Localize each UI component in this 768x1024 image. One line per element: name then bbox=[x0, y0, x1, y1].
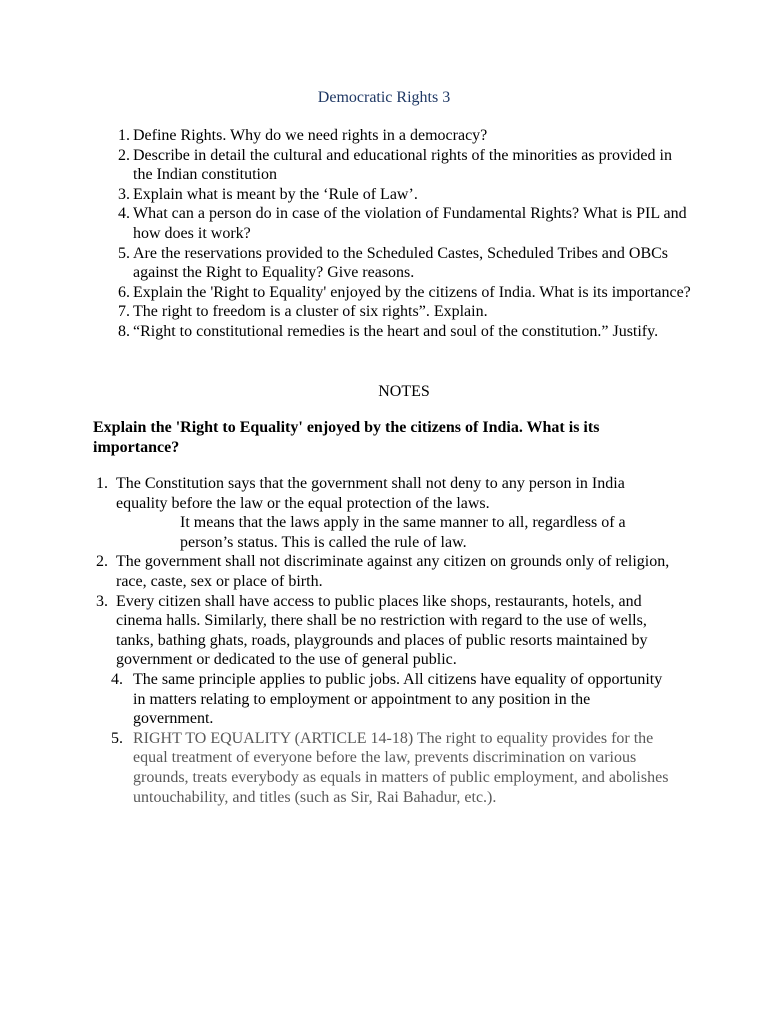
document-title: Democratic Rights 3 bbox=[317, 89, 451, 106]
question-text: What can a person do in case of the violation of Fundamental Rights? What is PIL and how does it work? bbox=[133, 205, 687, 242]
question-item bbox=[118, 146, 693, 185]
note-text: RIGHT TO EQUALITY (ARTICLE 14-18) The right to equality provides for the equal treatment of everyone before the law, prevents discrimination on various grounds, treats everybody as equals in matters of public employment, and abolishes untouchability, and titles (such as Sir, Rai Bahadur, etc.). bbox=[133, 729, 669, 806]
notes-list bbox=[0, 474, 768, 807]
note-number: 1. bbox=[96, 475, 108, 492]
note-text: It means that the laws apply in the same manner to all, regardless of a person’s status. This is called the rule of law. bbox=[180, 514, 626, 551]
question-item bbox=[118, 302, 693, 322]
question-number: 7. bbox=[118, 303, 130, 321]
question-item bbox=[118, 322, 693, 342]
question-number: 6. bbox=[118, 283, 130, 301]
note-number: 5. bbox=[111, 729, 123, 747]
note-item bbox=[0, 552, 676, 591]
note-text: The same principle applies to public jobs. All citizens have equality of opportunity in matters relating to employment or appointment to any position in the government. bbox=[133, 670, 663, 728]
question-number: 2. bbox=[118, 146, 130, 164]
note-subparagraph bbox=[0, 513, 680, 552]
question-number: 4. bbox=[118, 205, 130, 223]
question-text: The right to freedom is a cluster of six rights”. Explain. bbox=[133, 303, 488, 321]
question-text: Define Rights. Why do we need rights in a democracy? bbox=[133, 127, 488, 144]
question-text: “Right to constitutional remedies is the heart and soul of the constitution.” Justify. bbox=[133, 322, 659, 340]
note-item bbox=[0, 729, 678, 807]
question-item bbox=[118, 185, 693, 205]
question-item bbox=[118, 244, 693, 283]
question-number: 1. bbox=[118, 127, 130, 144]
question-text: Are the reservations provided to the Scheduled Castes, Scheduled Tribes and OBCs against the Right to Equality? Give reasons. bbox=[133, 244, 669, 282]
question-text: Explain the 'Right to Equality' enjoyed by the citizens of India. What is its importance? bbox=[133, 283, 691, 301]
question-list bbox=[118, 126, 693, 342]
note-item bbox=[0, 474, 676, 513]
note-number: 4. bbox=[111, 670, 123, 688]
notes-heading: NOTES bbox=[378, 383, 430, 400]
question-text: Explain what is meant by the ‘Rule of Law’. bbox=[133, 185, 418, 203]
question-number: 8. bbox=[118, 322, 130, 340]
note-text: Every citizen shall have access to public places like shops, restaurants, hotels, and cinema halls. Similarly, there shall be no restriction with regard to the use of wells, tanks, bathing ghats, roads, playgrounds and places of public resorts maintained by government or dedicated to the use of general public. bbox=[116, 592, 648, 669]
note-item bbox=[0, 592, 672, 670]
question-text: Describe in detail the cultural and educational rights of the minorities as provided in the Indian constitution bbox=[133, 146, 672, 184]
note-number: 3. bbox=[96, 592, 108, 610]
section-question-heading: Explain the 'Right to Equality' enjoyed by the citizens of India. What is its importance? bbox=[93, 419, 600, 456]
note-text: The Constitution says that the government shall not deny to any person in India equality before the law or the equal protection of the laws. bbox=[116, 475, 625, 512]
question-item bbox=[118, 204, 693, 243]
note-text: The government shall not discriminate against any citizen on grounds only of religion, race, caste, sex or place of birth. bbox=[116, 553, 670, 590]
question-number: 3. bbox=[118, 185, 130, 203]
note-item bbox=[0, 670, 673, 729]
question-item bbox=[118, 126, 693, 146]
question-number: 5. bbox=[118, 244, 130, 262]
note-number: 2. bbox=[96, 553, 108, 571]
question-item bbox=[118, 283, 693, 303]
